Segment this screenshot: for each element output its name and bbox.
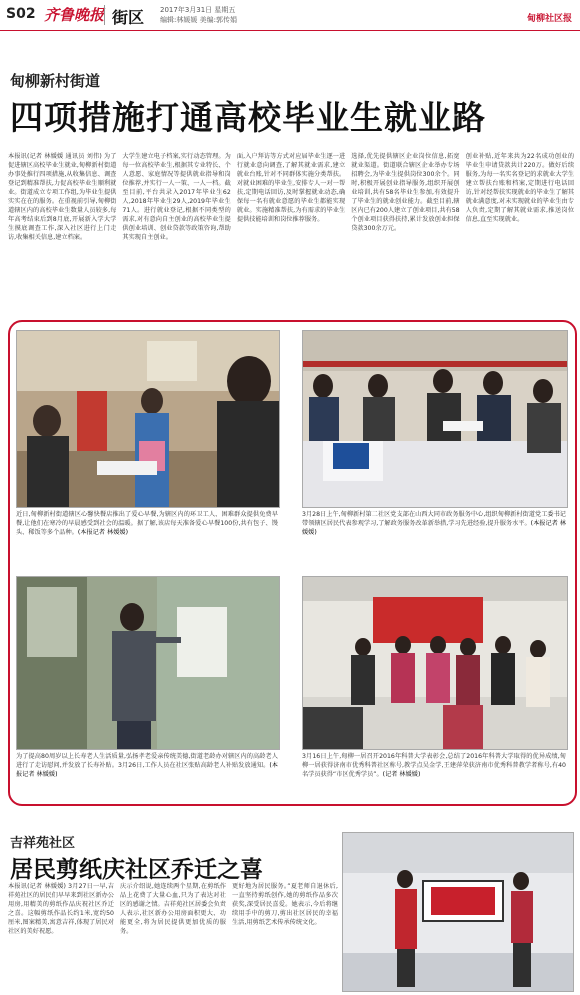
caption-credit: (本报记者 林媛媛) [302,520,566,536]
caption-text: 3月28日上午,甸柳新村第二社区党支部在山西大同市政务服务中心,组织甸柳新村街道党工委书记带领辖区居民代表参观学习,了解政务服务改革新举措,学习先进经验,提升服务水平。 [302,511,566,527]
section-name: 街区 [112,8,145,27]
story2-headline: 居民剪纸庆社区乔迁之喜 [10,857,263,883]
photo-awards-meeting [302,576,568,750]
photo-caption [302,510,566,570]
photo-caption [16,510,278,570]
story1-column: 大学生建立电子档案,实行动态管理。为每一位高校毕业生,根据其专业特长、个人意愿、家庭情况等提供就业指导和岗位推荐,并实行一人一策、一人一档。截至目前,平台共录入2017年毕业生62人,2018年毕业生29人,2019年毕业生71人。进行就业登记,根据不同类型的需求,对有意向自主创业的高校毕业生提供创业培训、创业贷款等政策咨询,帮助其实现自主创业。 [122,153,231,241]
story1-column: 面,入户拜访等方式对应届毕业生逐一进行就业意向调查,了解其就业需求,建立就业台账,针对不同群体实施分类帮扶。对就业困难的毕业生,安排专人一对一帮扶,定期电话回访,及时掌握就业动态,确保每一名有就业意愿的毕业生都能实现就业。实施精准帮扶,为有需求的毕业生提供技能培训和岗位推荐服务。 [236,153,346,223]
story1-column: 创业补贴,近年来共为22名成功创业的毕业生申请贷款共计220万。做好后续服务,为每一名实名登记的求就业大学生建立帮扶台账和档案,定期进行电话回访,针对经帮扶实现就业的毕业生了解其就业满意度,对未实现就业的毕业生由专人负责,定期了解其就业需求,推送岗位信息,直至实现就业。 [465,153,575,223]
photo-paper-cutting [342,832,574,992]
editor-line: 编辑:林媛媛 美编:郭传娟 [160,16,237,24]
story2-column: 本报讯(记者 林媛媛) 3月27日一早,吉祥苑社区的居民们早早来到社区新办公用房,用精美的剪纸作品庆祝社区乔迁之喜。这幅剪纸作品长约1米,宽约50厘米,图案精美,寓意吉祥,体现了居民对社区的美好祝愿。 [8,883,114,935]
story1-column: 本报讯(记者 林媛媛 通讯员 刘伟) 为了促进辖区高校毕业生就业,甸柳新村街道办事处推行四项措施,从收集信息、调查登记到精准帮扶,力促高校毕业生顺利就业。街道成立专项工作组,为毕业生提供实实在在的服务。在重视前引导,甸柳街道辖区内的高校毕业生数量人员较多,每年高考结束后到8月底,开展新入学大学生摸底调查工作,深入社区进行上门走访,收集相关信息,建立档案。 [8,153,117,241]
photo-caption [302,752,566,794]
photo-notice-posting [16,576,280,750]
story1-kicker: 甸柳新村街道 [10,72,101,90]
caption-credit: (本报记者 林媛媛) [77,529,128,536]
caption-credit: (记者 林媛媛) [382,771,421,778]
story2-kicker: 吉祥苑社区 [10,836,76,851]
header-divider [104,5,105,25]
caption-text: 3月16日上午,甸柳一居召开2016年科普大学表彰会,总结了2016年科普大学取得的优异成绩,甸柳一居获得济南市优秀科普社区称号,教学点吴金学,王建萍荣获济南市优秀科普教学者称号,有40名学员获得“市区优秀学员”。 [302,753,566,778]
story1-column: 选择,优先提供辖区企业岗位信息,拓宽就业渠道。街道联合辖区企业举办专场招聘会,为毕业生提供岗位300余个。同时,积极开展创业指导服务,组织开展创业培训,共有58名毕业生参加,有效提升了毕业生的就业创业能力。截至目前,辖区内已有200人建立了创业项目,共有58个创业项目获得扶持,累计发放创业担保贷款300余万元。 [351,153,460,232]
photo-caption [16,752,278,794]
photo-service-hall [302,330,568,508]
caption-text: 近日,甸柳新村街道辖区心馨快餐店推出了爱心早餐,为辖区内的环卫工人、困难群众提供免费早餐,让他们在寒冷的早晨感受到社会的温暖。据了解,该店每天准备爱心早餐100份,共有包子、馒头、稀饭等多个品种。 [16,511,278,536]
caption-credit: (本报记者 林媛媛) [16,762,278,778]
community-brand: 甸柳社区报 [526,14,572,24]
header-meta [160,5,237,25]
photo-breakfast-shop [16,330,280,508]
page-number: S02 [6,6,36,22]
caption-text: 为了提高80周岁以上长寿老人生活质量,弘扬孝老爱亲传统美德,街道老龄办对辖区内的高龄老人进行了走访慰问,并发放了长寿补贴。3月26日,工作人员在社区张贴高龄老人补贴发放通知。 [16,753,278,769]
newspaper-logo: 齐鲁晚报 [44,6,105,24]
story2-column: 庆示介绍说,她连续两个星期,在剪纸作品上花费了大量心血,只为了表达对社区的感谢之情。吉祥苑社区居委会负责人表示,社区新办公用房面积更大、功能更全,将为居民提供更加优质的服务。 [120,883,226,935]
story1-headline: 四项措施打通高校毕业生就业路 [10,98,486,137]
story2-body [8,882,338,990]
story1-body [8,152,574,318]
date-line: 2017年3月31日 星期五 [160,6,236,14]
story2-column: 更好地为居民服务。”夏老师自退休后,一直坚持剪纸创作,她的剪纸作品多次获奖,深受居民喜爱。她表示,今后将继续用手中的剪刀,剪出社区居民的幸福生活,用剪纸艺术传承传统文化。 [232,883,338,926]
